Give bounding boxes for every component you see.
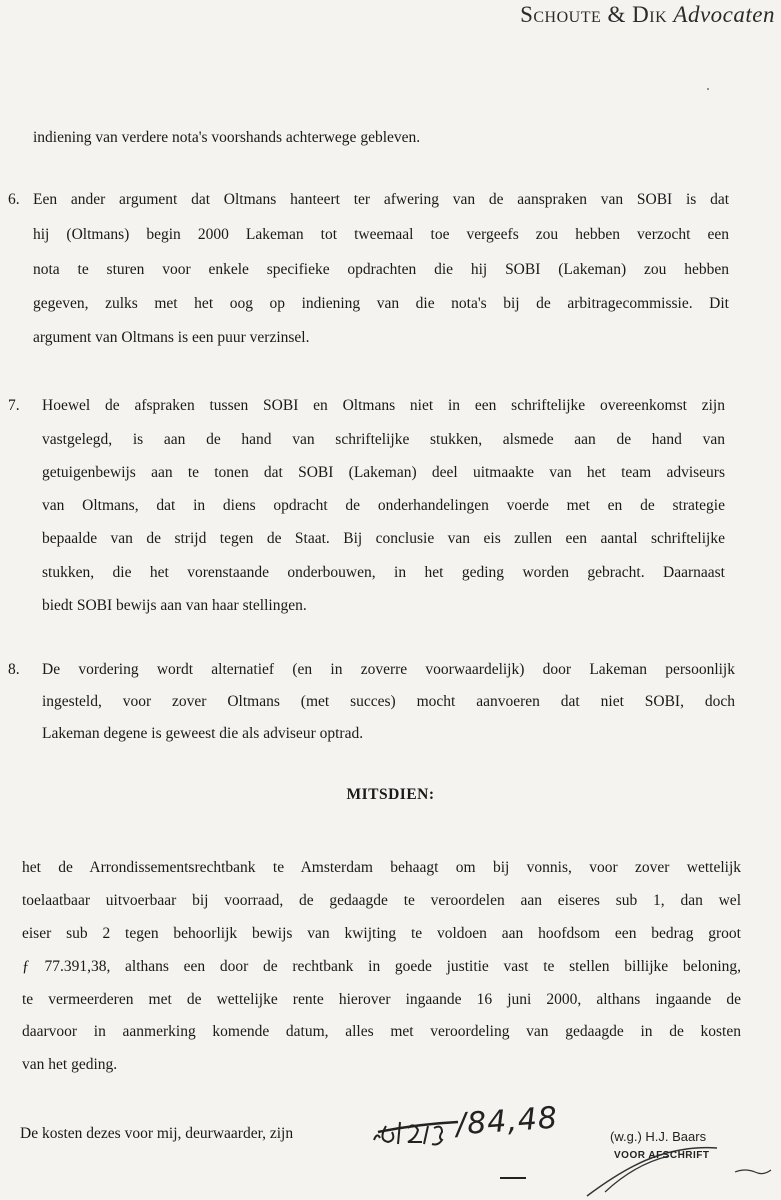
letterhead [520,2,775,28]
item-6-line: Een ander argument dat Oltmans hanteert ter afwering van de aanspraken van SOBI is dat [33,191,729,208]
item-8-line: De vordering wordt alternatief (en in zoverre voorwaardelijk) door Lakeman persoonlijk [42,661,735,678]
item-6-number: 6. [8,191,20,208]
claim-line: te vermeerderen met de wettelijke rente hierover ingaande 16 juni 2000, althans ingaande de [22,991,741,1008]
item-8-line: ingesteld, voor zover Oltmans (met succes) mocht aanvoeren dat niet SOBI, doch [42,693,735,710]
letterhead-firm-b: Dik [632,2,668,27]
item-7-line: vastgelegd, is aan de hand van schriftelijke stukken, alsmede aan de hand van [42,431,725,448]
letterhead-firm-c: Advocaten [673,2,775,27]
item-8-number: 8. [8,661,20,678]
item-7-line: stukken, die het vorenstaande onderbouwen, in het geding worden gebracht. Daarnaast [42,564,725,581]
claim-line: eiser sub 2 tegen behoorlijk bewijs van kwijting te voldoen aan hoofdsom een bedrag groot [22,925,741,942]
item-7-number: 7. [8,397,20,414]
item-6-line: nota te sturen voor enkele specifieke opdrachten die hij SOBI (Lakeman) zou hebben [33,261,729,278]
item-7-line: van Oltmans, dat in diens opdracht de onderhandelingen voerde met en de strategie [42,497,725,514]
claim-line: toelaatbaar uitvoerbaar bij voorraad, de gedaagde te veroordelen aan eiseres sub 1, dan wel [22,892,741,909]
letterhead-firm-a: Schoute [520,2,602,27]
item-6-line: argument van Oltmans is een puur verzinsel. [33,329,310,346]
signature-label: VOOR AFSCHRIFT [614,1150,710,1161]
item-8-line: Lakeman degene is geweest die als adviseur optrad. [42,725,364,742]
letterhead-amp: & [601,2,633,27]
section-heading: MITSDIEN: [346,786,435,803]
claim-line: van het geding. [22,1056,118,1073]
claim-line: het de Arrondissementsrechtbank te Amsterdam behaagt om bij vonnis, voor zover wettelijk [22,859,741,876]
item-7-line: bepaalde van de strijd tegen de Staat. Bij conclusie van eis zullen een aantal schriftelijke [42,530,725,547]
item-6-line: gegeven, zulks met het oog op indiening van die nota's bij de arbitragecommissie. Dit [33,295,729,312]
item-6-line: hij (Oltmans) begin 2000 Lakeman tot tweemaal toe vergeefs zou hebben verzocht een [33,226,729,243]
item-7-line: getuigenbewijs aan te tonen dat SOBI (Lakeman) deel uitmaakte van het team adviseurs [42,464,725,481]
handwritten-amount: /84,48 [454,1100,560,1143]
scan-speck [707,88,709,90]
claim-line: ƒ 77.391,38, althans een door de rechtbank in goede justitie vast te stellen billijke beloning, [22,958,741,975]
claim-line: daarvoor in aanmerking komende datum, alles met veroordeling van gedaagde in de kosten [22,1023,741,1040]
dash-mark [500,1177,526,1179]
item-7-line: biedt SOBI bewijs aan van haar stellingen. [42,597,307,614]
item-7-line: Hoewel de afspraken tussen SOBI en Oltmans niet in een schriftelijke overeenkomst zijn [42,397,725,414]
signature-name: (w.g.) H.J. Baars [610,1129,707,1144]
costs-line: De kosten dezes voor mij, deurwaarder, zijn [20,1125,294,1142]
intro-line: indiening van verdere nota's voorshands achterwege gebleven. [33,129,421,146]
